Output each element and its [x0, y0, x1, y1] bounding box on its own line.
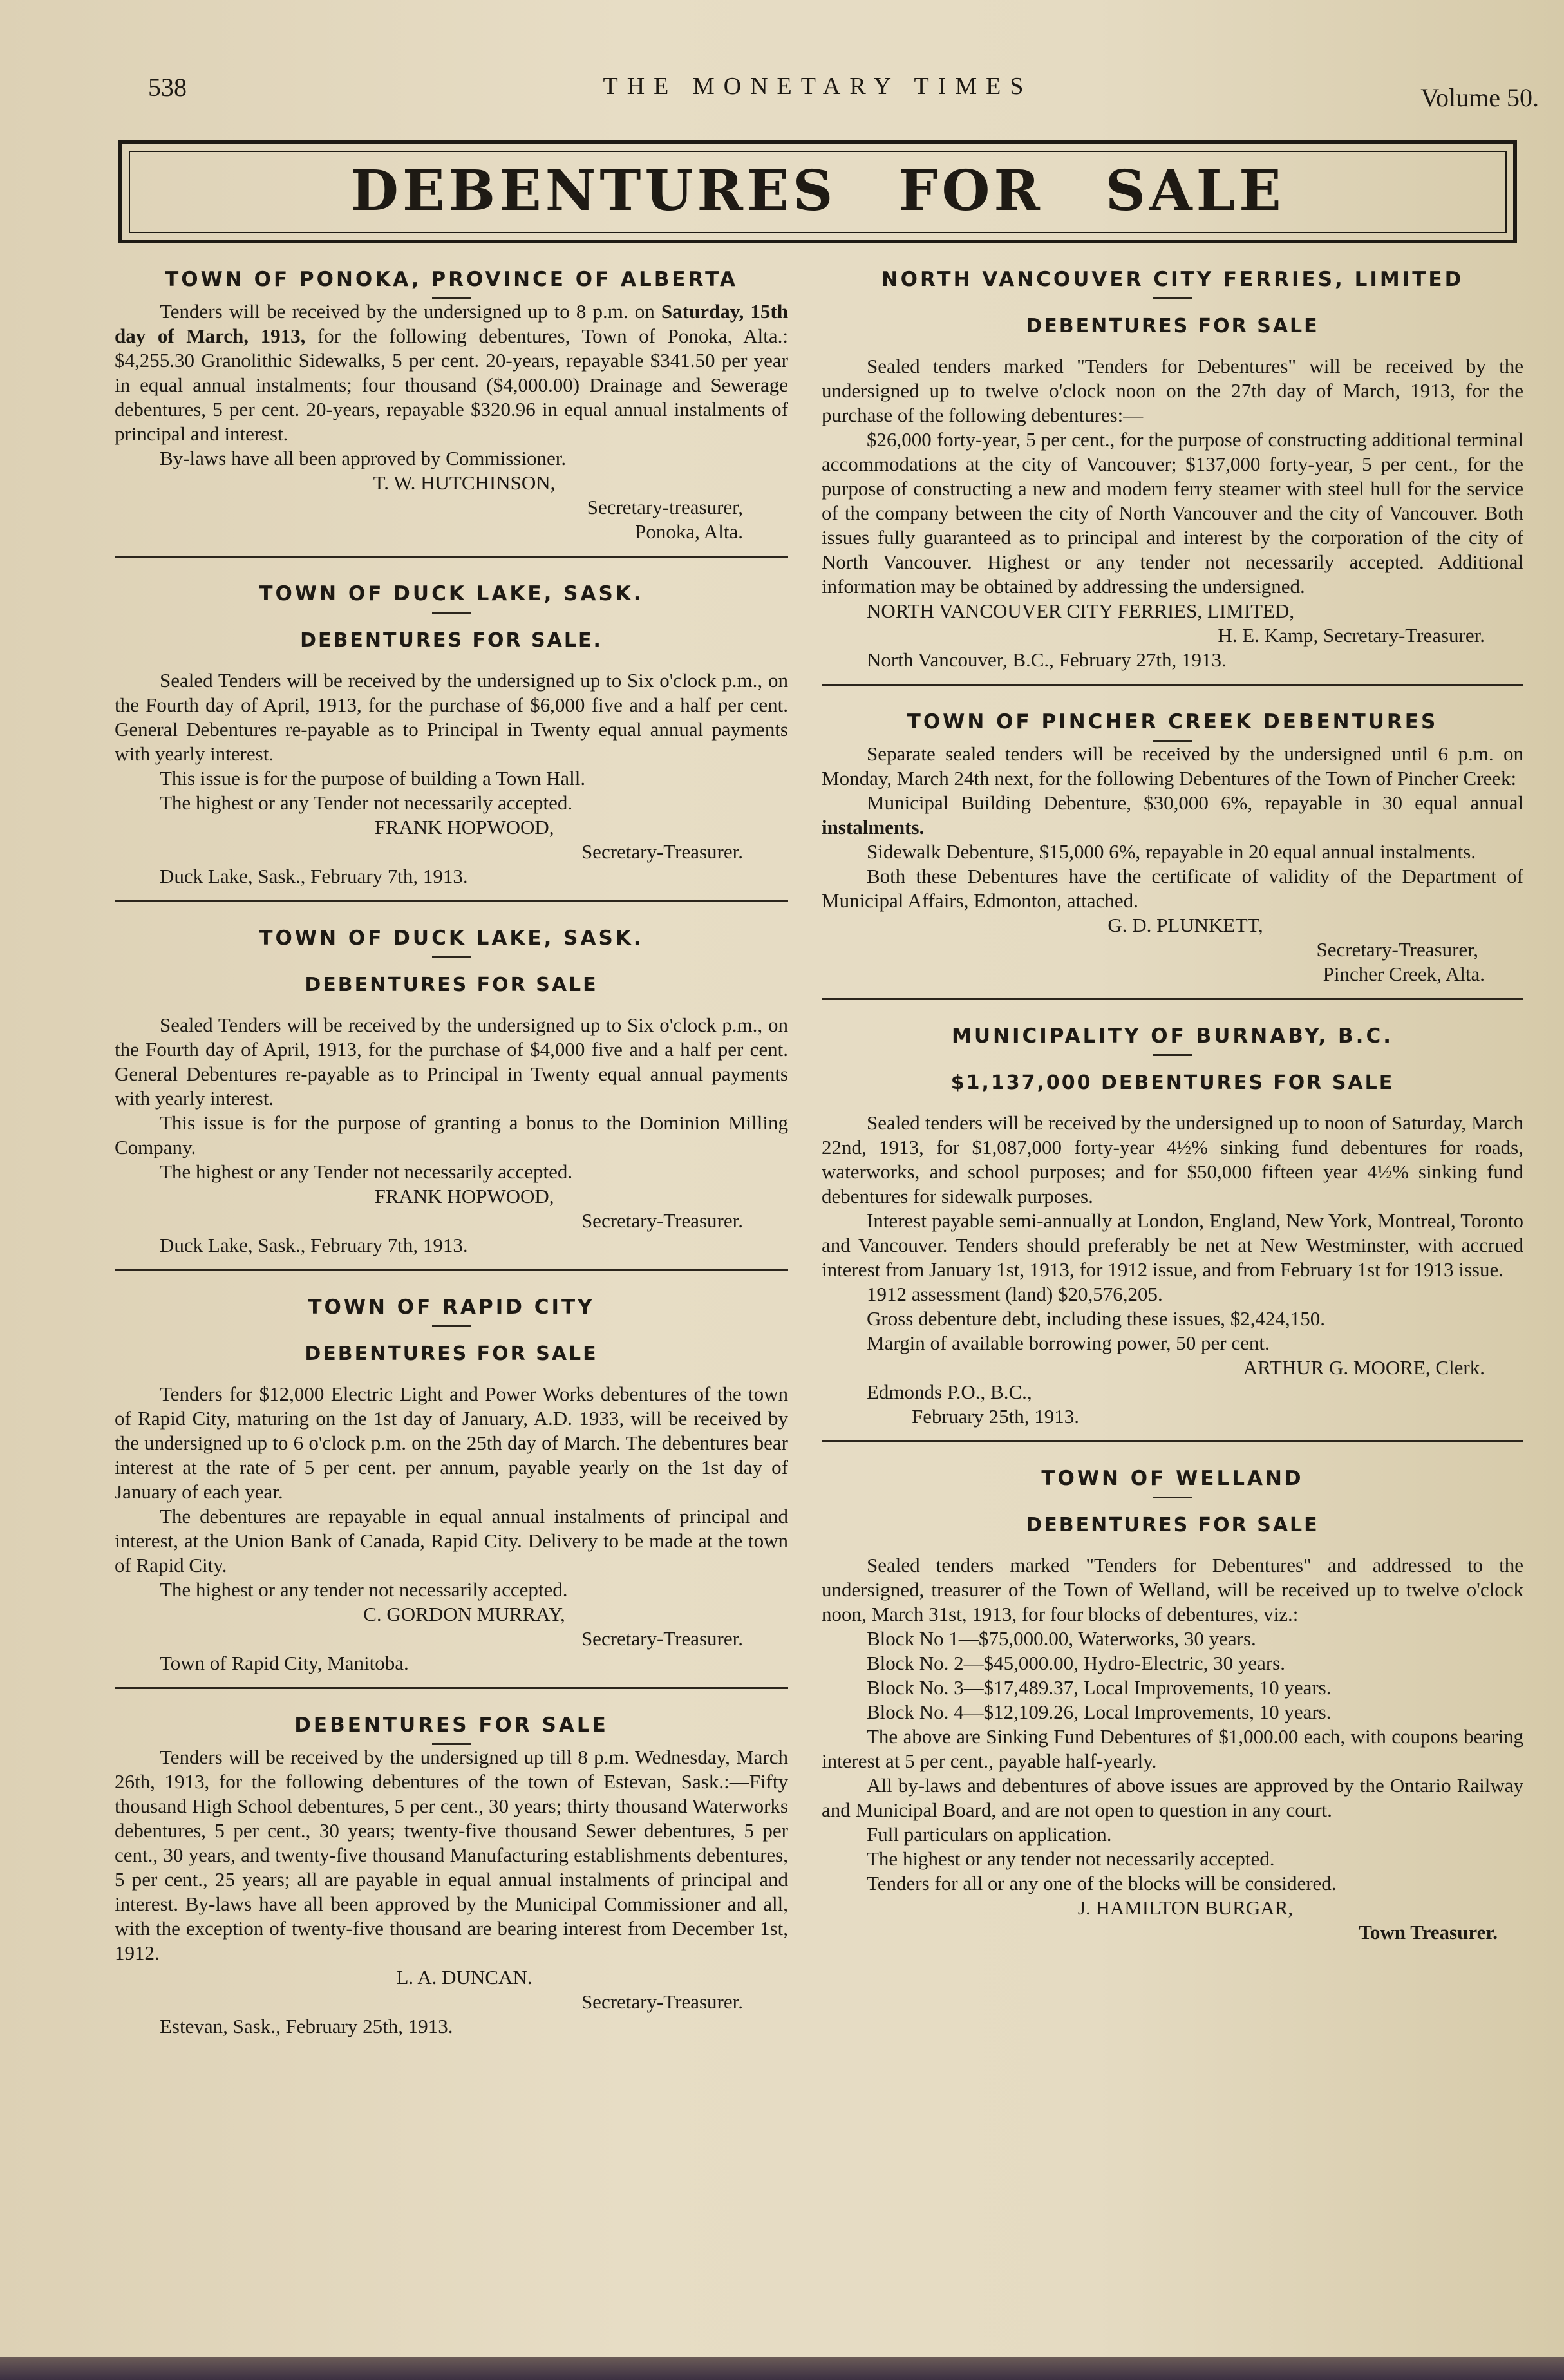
notice-paragraph: Separate sealed tenders will be received by the undersigned until 6 p.m. on Monday, March 24th next, for the following Debentures of the Town of Pincher Creek:: [822, 742, 1523, 789]
signer-place: Estevan, Sask., February 25th, 1913.: [160, 2015, 453, 2037]
notice-paragraph: Sealed tenders marked "Tenders for Debentures" and addressed to the undersigned, treasurer of the Town of Welland, will be received up to twelve o'clock noon, March 31st, 1913, for four blocks of debentures, viz.:: [822, 1554, 1523, 1625]
bold-date: Saturday, 15th day of March, 1913,: [115, 300, 788, 347]
short-rule: [432, 612, 471, 614]
bold-word: instalments.: [822, 816, 925, 838]
section-banner: [118, 140, 1517, 243]
notice-north-vancouver: [822, 258, 1523, 677]
notice-estevan: [115, 1687, 788, 2044]
notice-paragraph: The above are Sinking Fund Debentures of $1,000.00 each, with coupons bearing interest at 5 per cent., payable half-yearly.: [822, 1725, 1523, 1772]
signer-name: G. D. PLUNKETT,: [1107, 914, 1263, 936]
notice-paragraph: [822, 791, 1523, 840]
notice-paragraph: Sealed Tenders will be received by the undersigned up to Six o'clock p.m., on the Fourth day of April, 1913, for the purchase of $6,000 five and a half per cent. General Debentures re-payable as to Principal in Twenty equal annual payments with yearly interest.: [115, 669, 788, 765]
notice-subheading: DEBENTURES FOR SALE: [305, 974, 598, 996]
signer-place: Town of Rapid City, Manitoba.: [160, 1652, 409, 1674]
notice-paragraph: Tenders for all or any one of the blocks will be considered.: [867, 1872, 1337, 1894]
signer-name: L. A. DUNCAN.: [396, 1966, 532, 1988]
short-rule: [432, 956, 471, 958]
block-line: Block No. 3—$17,489.37, Local Improvements, 10 years.: [867, 1676, 1332, 1699]
journal-title: THE MONETARY TIMES: [603, 73, 1033, 100]
notice-welland: [822, 1440, 1523, 1950]
block-line: Block No. 4—$12,109.26, Local Improvements, 10 years.: [867, 1701, 1332, 1723]
notice-paragraph: The highest or any Tender not necessarily accepted.: [160, 791, 573, 814]
signer-name: ARTHUR G. MOORE, Clerk.: [1243, 1356, 1485, 1379]
right-column: [822, 258, 1523, 1950]
signer-role: Secretary-Treasurer,: [1316, 938, 1478, 961]
notice-paragraph: Sealed tenders will be received by the undersigned up to noon of Saturday, March 22nd, 1913, for $1,087,000 forty-year 4½% sinking fund debentures for roads, waterworks, and school purposes; and for $50,000 fifteen year 4½% sinking fund debentures for sidewalk purposes.: [822, 1111, 1523, 1207]
signer-name: J. HAMILTON BURGAR,: [1077, 1896, 1294, 1919]
notice-heading: TOWN OF DUCK LAKE, SASK.: [259, 927, 644, 950]
text-run: Tenders will be received by the undersigned up to 8 p.m. on: [160, 300, 661, 323]
signer-name: C. GORDON MURRAY,: [363, 1603, 565, 1625]
block-line: Block No 1—$75,000.00, Waterworks, 30 years.: [867, 1627, 1256, 1650]
notice-paragraph: This issue is for the purpose of building a Town Hall.: [160, 767, 586, 789]
notice-paragraph: Sealed tenders marked "Tenders for Debentures" will be received by the undersigned up to twelve o'clock noon on the 27th day of March, 1913, for the purchase of the following debentures:—: [822, 355, 1523, 426]
notice-rapid-city: [115, 1269, 788, 1681]
notice-subheading: DEBENTURES FOR SALE: [305, 1343, 598, 1365]
page-bottom-edge: [0, 2357, 1564, 2380]
notice-burnaby: [822, 998, 1523, 1434]
banner-title: DEBENTURES FOR SALE: [350, 158, 1285, 223]
notice-ponoka: [115, 258, 788, 549]
block-line: Block No. 2—$45,000.00, Hydro-Electric, 30 years.: [867, 1652, 1286, 1674]
notice-duck-lake-2: [115, 900, 788, 1263]
signer-place: Duck Lake, Sask., February 7th, 1913.: [160, 1234, 468, 1256]
notice-paragraph: Full particulars on application.: [867, 1823, 1112, 1846]
notice-heading: TOWN OF RAPID CITY: [308, 1296, 595, 1319]
notice-paragraph: By-laws have all been approved by Commissioner.: [160, 447, 567, 469]
signer-name: FRANK HOPWOOD,: [374, 1185, 554, 1207]
short-rule: [1153, 298, 1192, 299]
notice-heading: TOWN OF DUCK LAKE, SASK.: [259, 582, 644, 605]
notice-paragraph: The highest or any tender not necessarily accepted.: [867, 1847, 1275, 1870]
signer-role: Town Treasurer.: [1359, 1921, 1498, 1943]
signer-role: Secretary-Treasurer.: [581, 840, 743, 863]
page-header: [116, 72, 1539, 112]
notice-subheading: DEBENTURES FOR SALE: [1026, 1514, 1319, 1536]
text-run: Municipal Building Debenture, $30,000 6%, repayable in 30 equal annual: [867, 791, 1523, 814]
signer-place: Pincher Creek, Alta.: [1323, 963, 1485, 985]
notice-subheading: DEBENTURES FOR SALE.: [300, 629, 603, 652]
signer-place: North Vancouver, B.C., February 27th, 1913.: [867, 648, 1227, 671]
signer-name: H. E. Kamp, Secretary-Treasurer.: [1218, 624, 1485, 647]
notice-heading: TOWN OF PINCHER CREEK DEBENTURES: [907, 710, 1438, 733]
notice-subheading: DEBENTURES FOR SALE: [1026, 315, 1319, 337]
signer-role: Secretary-Treasurer.: [581, 1209, 743, 1232]
short-rule: [432, 1325, 471, 1327]
notice-paragraph: Sealed Tenders will be received by the undersigned up to Six o'clock p.m., on the Fourth day of April, 1913, for the purchase of $4,000 five and a half per cent. General Debentures re-payable as to Principal in Twenty equal annual payments with yearly interest.: [115, 1014, 788, 1110]
volume-label: Volume 50.: [1420, 83, 1539, 112]
notice-paragraph: [115, 299, 788, 446]
signer-date: February 25th, 1913.: [912, 1405, 1080, 1428]
notice-paragraph: The highest or any Tender not necessarily accepted.: [160, 1160, 573, 1183]
notice-paragraph: $26,000 forty-year, 5 per cent., for the purpose of constructing additional terminal accommodations at the city of Vancouver; $137,000 forty-year, 5 per cent., for the purpose of constructing a new and modern ferry steamer with steel hull for the service of the company between the city of North Vancouver and the city of Vancouver. Both issues fully guaranteed as to principal and interest by the corporation of the city of North Vancouver. Highest or any tender not necessarily accepted. Additional information may be obtained by addressing the undersigned.: [822, 428, 1523, 598]
notice-subheading: DEBENTURES FOR SALE: [294, 1714, 608, 1737]
notice-paragraph: The debentures are repayable in equal annual instalments of principal and interest, at the Union Bank of Canada, Rapid City. Delivery to be made at the town of Rapid City.: [115, 1505, 788, 1576]
notice-paragraph: Both these Debentures have the certificate of validity of the Department of Municipal Affairs, Edmonton, attached.: [822, 865, 1523, 912]
notice-paragraph: All by-laws and debentures of above issues are approved by the Ontario Railway and Municipal Board, and are not open to question in any court.: [822, 1774, 1523, 1821]
notice-paragraph: Sidewalk Debenture, $15,000 6%, repayable in 20 equal annual instalments.: [867, 840, 1476, 863]
signer-role: Secretary-Treasurer.: [581, 1990, 743, 2013]
notice-paragraph: This issue is for the purpose of granting a bonus to the Dominion Milling Company.: [115, 1111, 788, 1158]
short-rule: [1153, 1054, 1192, 1056]
notice-heading: NORTH VANCOUVER CITY FERRIES, LIMITED: [881, 268, 1464, 291]
signer-name: FRANK HOPWOOD,: [374, 816, 554, 838]
signer-place: Ponoka, Alta.: [635, 520, 743, 543]
company-name: NORTH VANCOUVER CITY FERRIES, LIMITED,: [867, 600, 1295, 622]
short-rule: [1153, 1497, 1192, 1498]
signer-role: Secretary-Treasurer.: [581, 1627, 743, 1650]
notice-line: 1912 assessment (land) $20,576,205.: [867, 1283, 1163, 1305]
signer-name: T. W. HUTCHINSON,: [373, 471, 556, 494]
notice-pincher-creek: [822, 684, 1523, 992]
signer-place: Duck Lake, Sask., February 7th, 1913.: [160, 865, 468, 887]
notice-duck-lake-1: [115, 556, 788, 894]
notice-heading: MUNICIPALITY OF BURNABY, B.C.: [951, 1025, 1393, 1048]
notice-paragraph: Tenders will be received by the undersigned up till 8 p.m. Wednesday, March 26th, 1913, for the following debentures of the town of Estevan, Sask.:—Fifty thousand High School debentures, 5 per cent., 30 years; thirty thousand Waterworks debentures, 5 per cent., 30 years; twenty-five thousand Sewer debentures, 5 per cent., 30 years, and twenty-five thousand Manufacturing establishments debentures, 5 per cent., 25 years; all are payable in equal annual instalments of principal and interest. By-laws have all been approved by the Municipal Commissioner and all, with the exception of twenty-five thousand are bearing interest from December 1st, 1912.: [115, 1746, 788, 1964]
notice-line: Margin of available borrowing power, 50 per cent.: [867, 1332, 1270, 1354]
notice-line: Gross debenture debt, including these issues, $2,424,150.: [867, 1307, 1326, 1330]
notice-paragraph: Tenders for $12,000 Electric Light and Power Works debentures of the town of Rapid City, maturing on the 1st day of January, A.D. 1933, will be received by the undersigned up to 6 o'clock p.m. on the 25th day of March. The debentures bear interest at the rate of 5 per cent. per annum, payable yearly on the 1st day of January of each year.: [115, 1383, 788, 1503]
notice-subheading: $1,137,000 DEBENTURES FOR SALE: [950, 1072, 1395, 1094]
signer-place: Edmonds P.O., B.C.,: [867, 1381, 1032, 1403]
notice-heading: TOWN OF PONOKA, PROVINCE OF ALBERTA: [165, 268, 738, 291]
left-column: [115, 258, 788, 2044]
text-run: for the following debentures, Town of Ponoka, Alta.: $4,255.30 Granolithic Sidewalks, 5 per cent. 20-years, repayable $341.50 per year in equal annual instalments; four thousand ($4,000.00) Drainage and Sewerage debentures, 5 per cent. 20-years, repayable $320.96 in equal annual instalments of principal and interest.: [115, 325, 788, 445]
notice-paragraph: Interest payable semi-annually at London, England, New York, Montreal, Toronto and Vancouver. Tenders should preferably be net at New Westminster, with accrued interest from January 1st, 1913, for 1912 issue, and from February 1st for 1913 issue.: [822, 1209, 1523, 1281]
notice-paragraph: The highest or any tender not necessarily accepted.: [160, 1578, 568, 1601]
notice-heading: TOWN OF WELLAND: [1041, 1467, 1304, 1490]
page-number: 538: [148, 73, 187, 102]
signer-role: Secretary-treasurer,: [587, 496, 743, 518]
